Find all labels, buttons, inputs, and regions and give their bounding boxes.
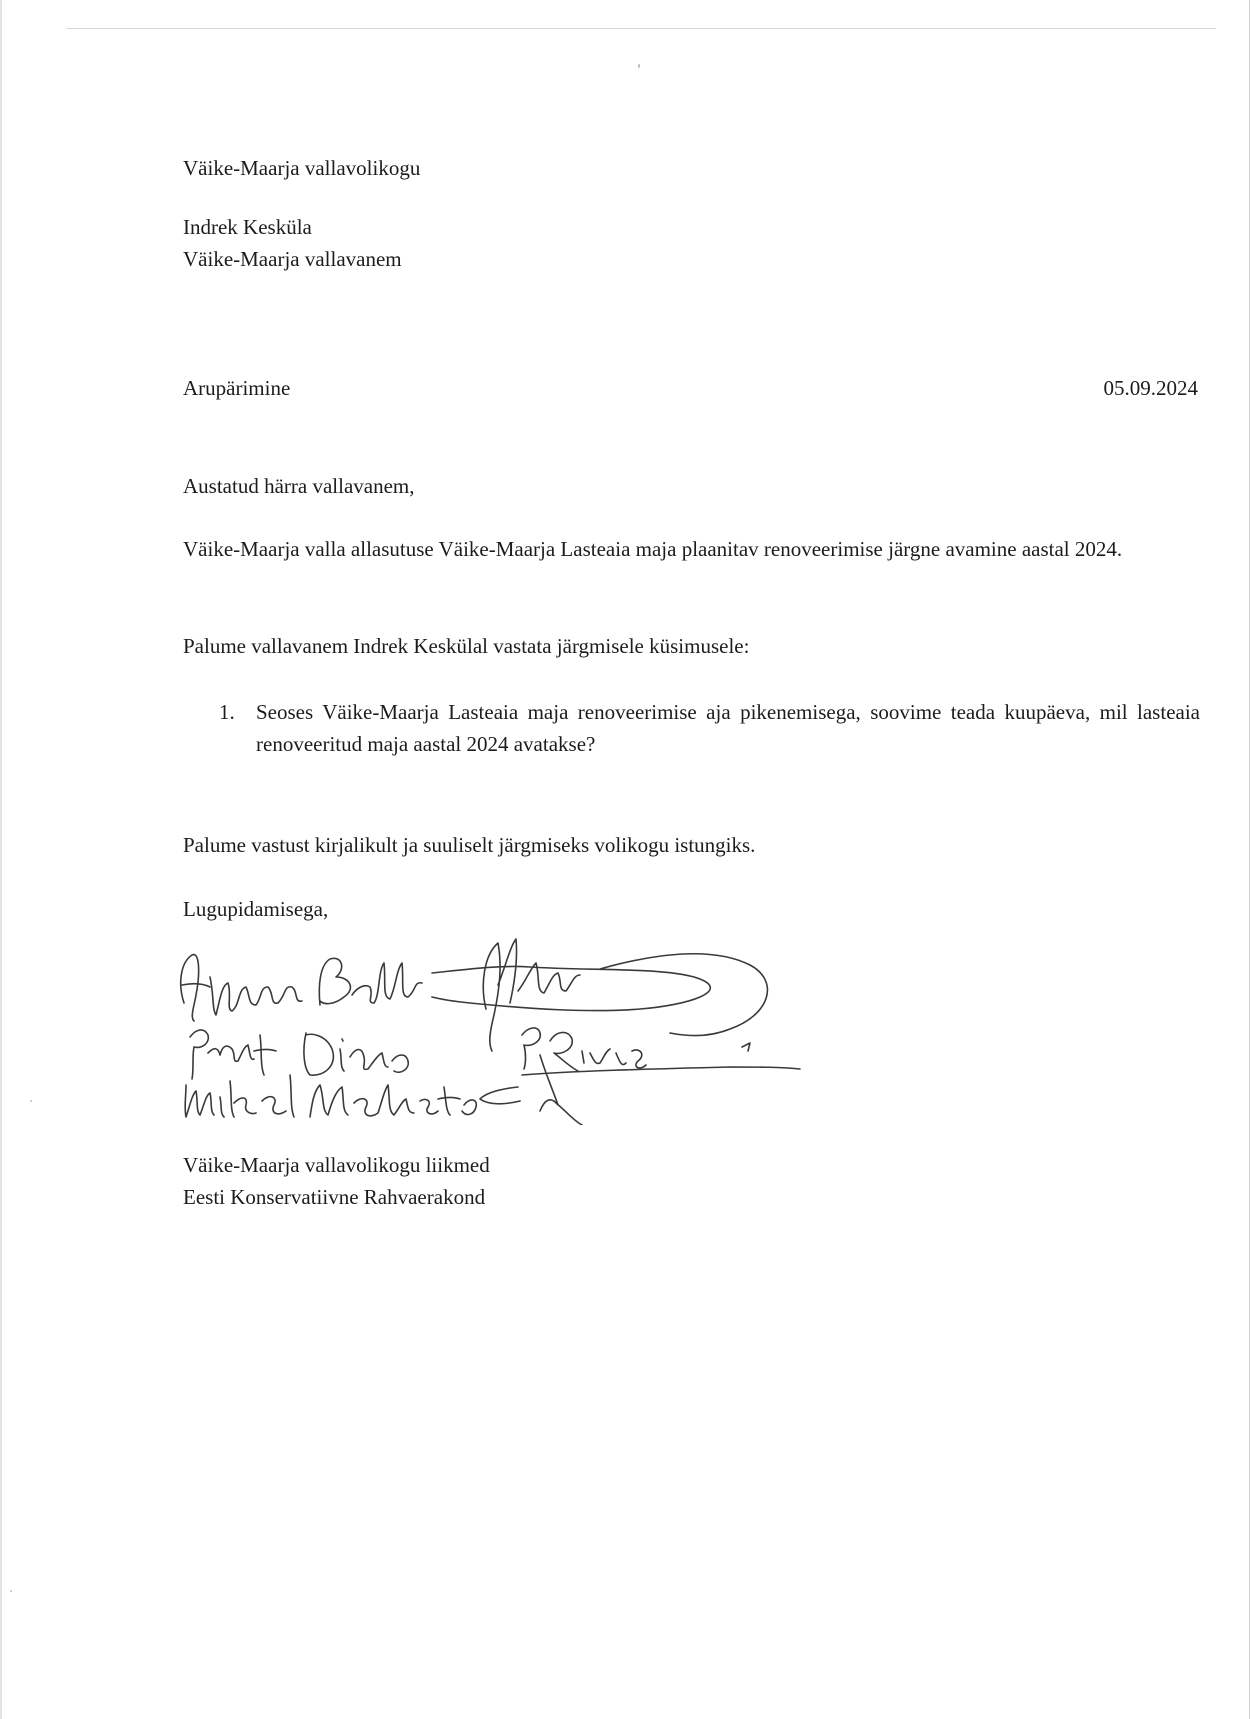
answer-request-paragraph: Palume vastust kirjalikult ja suuliselt järgmiseks volikogu istungiks. bbox=[183, 833, 756, 857]
recipient-name: Indrek Kesküla bbox=[183, 215, 312, 239]
scan-edge-left bbox=[0, 0, 2, 1719]
scan-speck bbox=[10, 1590, 12, 1592]
list-item-text: Seoses Väike-Maarja Lasteaia maja renoveerimise aja pikenemisega, soovime teada kuupäeva, mil lasteaia renoveeritud maja aastal 2024 avatakse? bbox=[256, 700, 1200, 756]
signatory-role: Väike-Maarja vallavolikogu liikmed bbox=[183, 1153, 490, 1177]
list-item-number: 1. bbox=[219, 700, 235, 724]
intro-paragraph: Väike-Maarja valla allasutuse Väike-Maarja Lasteaia maja plaanitav renoveerimise järgne avamine aastal 2024. bbox=[183, 537, 1123, 561]
scan-speck bbox=[30, 1100, 32, 1102]
signature-priit bbox=[190, 1030, 408, 1079]
signature-loop bbox=[432, 939, 767, 1051]
signature-mikkel bbox=[185, 1055, 582, 1125]
question-request-paragraph: Palume vallavanem Indrek Keskülal vastata järgmisele küsimusele: bbox=[183, 634, 750, 658]
signature-anders bbox=[181, 955, 422, 1021]
recipient-title: Väike-Maarja vallavanem bbox=[183, 247, 402, 271]
salutation: Austatud härra vallavanem, bbox=[183, 474, 415, 498]
scan-speck bbox=[638, 64, 640, 68]
signature-riivis bbox=[522, 1028, 800, 1075]
letter-subject: Arupärimine bbox=[183, 376, 291, 400]
signatory-party: Eesti Konservatiivne Rahvaerakond bbox=[183, 1185, 486, 1209]
scan-edge-line bbox=[66, 28, 1216, 29]
closing: Lugupidamisega, bbox=[183, 897, 329, 921]
recipient-organization: Väike-Maarja vallavolikogu bbox=[183, 156, 421, 180]
handwritten-signatures bbox=[170, 925, 850, 1125]
letter-date: 05.09.2024 bbox=[1103, 376, 1198, 400]
